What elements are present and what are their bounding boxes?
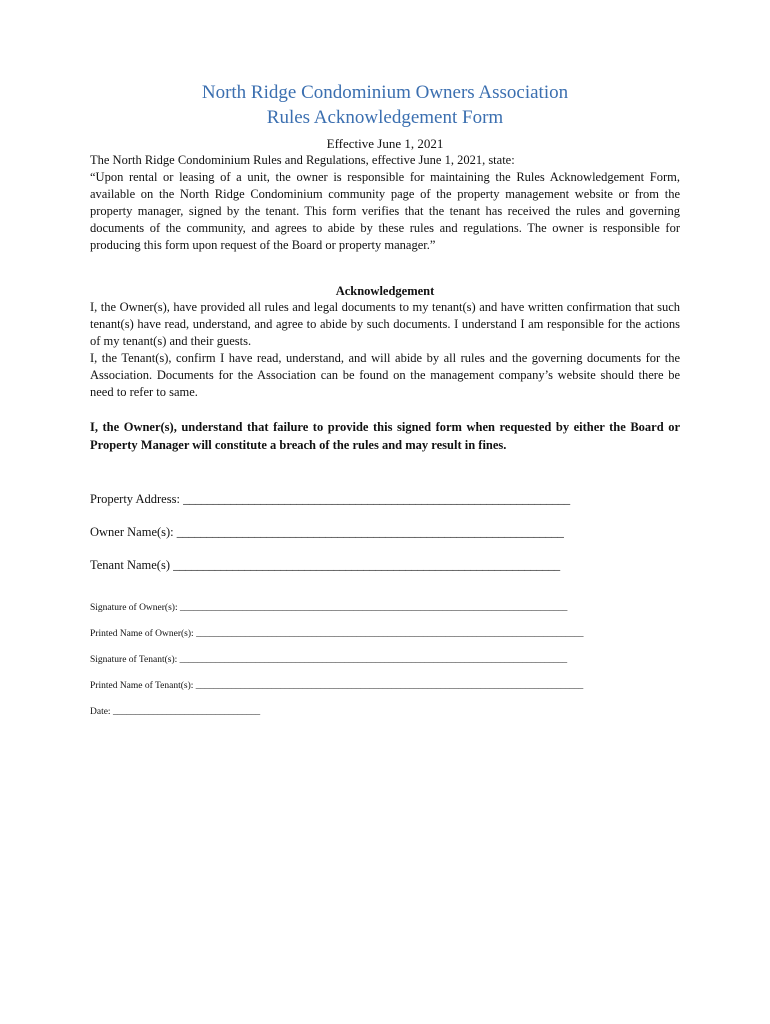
owner-signature-field[interactable] (90, 603, 680, 613)
property-address-line: _________________________________________________________________ (183, 492, 570, 506)
tenant-signature-line: _______________________________________________________________________________________ (179, 655, 567, 665)
tenant-acknowledgement: I, the Tenant(s), confirm I have read, understand, and will abide by all rules and the governing documents for the Association. Documents for the Association can be found on the management company’s website should there be need to refer to same. (90, 351, 680, 399)
date-field[interactable] (90, 707, 680, 717)
title-line-1: North Ridge Condominium Owners Association (201, 82, 569, 103)
owner-signature-label: Signature of Owner(s): (90, 603, 180, 613)
tenant-printed-name-line: _______________________________________________________________________________________ (195, 681, 583, 691)
info-fields (90, 492, 680, 573)
property-address-label: Property Address: (90, 492, 184, 506)
tenant-signature-field[interactable] (90, 655, 680, 665)
effective-date: Effective June 1, 2021 (326, 136, 444, 151)
owner-printed-name-label: Printed Name of Owner(s): (90, 629, 197, 639)
title-line-2: Rules Acknowledgement Form (266, 107, 504, 128)
owner-printed-name-field[interactable] (90, 629, 680, 639)
owner-signature-line: _______________________________________________________________________________________ (179, 603, 568, 613)
tenant-printed-name-label: Printed Name of Tenant(s): (90, 681, 196, 691)
document-title (90, 80, 680, 130)
owner-names-field[interactable] (90, 525, 680, 540)
tenant-signature-label: Signature of Tenant(s): (90, 655, 180, 665)
tenant-names-line: _________________________________________________________________ (173, 558, 560, 572)
signature-fields (90, 603, 680, 717)
property-address-field[interactable] (90, 492, 680, 507)
quoted-rule: “Upon rental or leasing of a unit, the owner is responsible for maintaining the Rules Acknowledgement Form, available on the North Ridge Condominium community page of the property management website or from the property manager, signed by the tenant. This form verifies that the tenant has received the rules and governing documents of the community, and agrees to abide by these rules and regulations. The owner is responsible for producing this form upon request of the Board or property manager.” (90, 170, 680, 252)
owner-acknowledgement: I, the Owner(s), have provided all rules and legal documents to my tenant(s) and have written confirmation that such tenant(s) have read, understand, and agree to abide by such documents. I understand I am responsible for the actions of my tenant(s) and their guests. (90, 300, 680, 348)
owner-names-label: Owner Name(s): (90, 525, 177, 539)
owner-penalty-notice: I, the Owner(s), understand that failure to provide this signed form when requested by either the Board or Property Manager will constitute a breach of the rules and may result in fines. (90, 420, 680, 452)
tenant-printed-name-field[interactable] (90, 681, 680, 691)
tenant-names-label: Tenant Name(s) (90, 558, 174, 572)
owner-names-line: _________________________________________________________________ (176, 525, 564, 539)
intro-paragraph: The North Ridge Condominium Rules and Regulations, effective June 1, 2021, state: (90, 153, 515, 167)
date-label: Date: (90, 707, 113, 717)
tenant-names-field[interactable] (90, 558, 680, 573)
owner-printed-name-line: _______________________________________________________________________________________ (196, 629, 584, 639)
acknowledgement-heading: Acknowledgement (335, 284, 435, 298)
date-line: _________________________________ (112, 707, 260, 717)
